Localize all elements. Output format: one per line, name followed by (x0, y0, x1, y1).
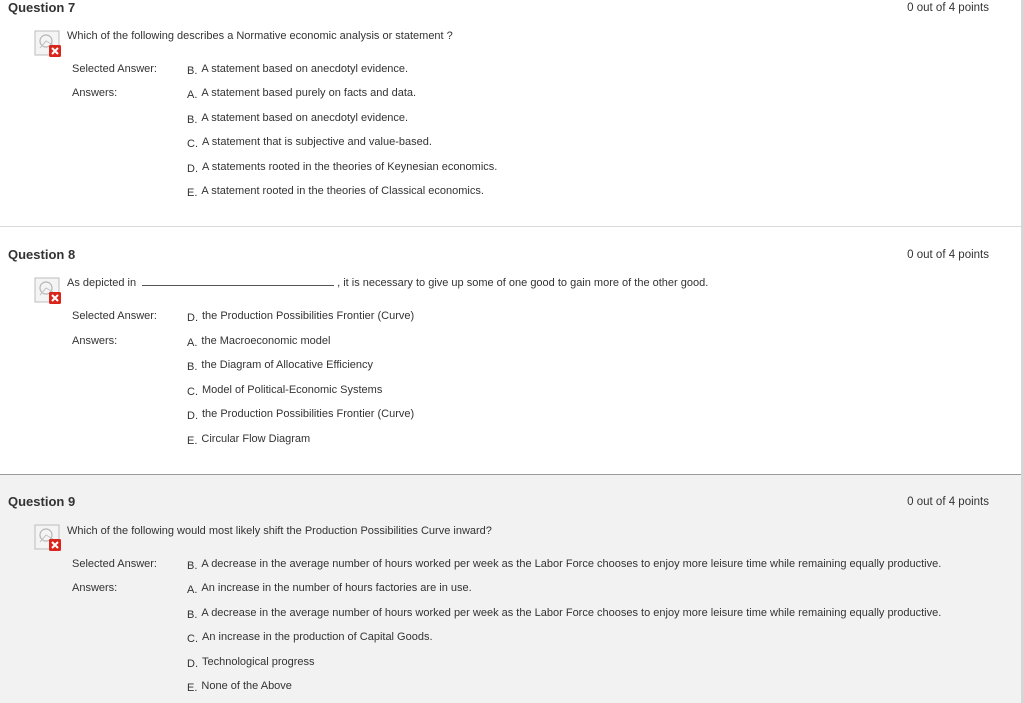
answer-letter: A. (187, 337, 198, 349)
answer-option (187, 112, 408, 124)
answer-text: Model of Political-Economic Systems (202, 384, 383, 396)
answer-letter: B. (187, 65, 198, 77)
answer-option (187, 161, 497, 173)
answer-text: Circular Flow Diagram (201, 433, 311, 445)
answer-text: None of the Above (201, 680, 292, 692)
answer-text: Technological progress (202, 656, 315, 668)
incorrect-answer-icon (34, 277, 64, 307)
question-text: Which of the following describes a Normative economic analysis or statement ? (67, 30, 453, 42)
selected-answer-label: Selected Answer: (72, 310, 157, 322)
answer-option (187, 656, 315, 668)
selected-answer-label: Selected Answer: (72, 63, 157, 75)
answer-text: A statement based on anecdotyl evidence. (201, 63, 409, 75)
answer-letter: C. (187, 386, 198, 398)
answer-letter: B. (187, 361, 198, 373)
answer-letter: A. (187, 89, 198, 101)
question-block-8 (0, 227, 1021, 475)
answer-text: the Production Possibilities Frontier (Curve) (202, 408, 415, 420)
answer-option (187, 87, 416, 99)
answer-option (187, 335, 330, 347)
question-text-after-blank: , it is necessary to give up some of one good to gain more of the other good. (337, 277, 709, 289)
question-title: Question 8 (8, 247, 76, 262)
question-block-9 (0, 475, 1021, 703)
question-block-7 (0, 0, 1021, 227)
answer-option (187, 582, 472, 594)
answer-text: the Macroeconomic model (201, 335, 331, 347)
question-points: 0 out of 4 points (907, 2, 989, 14)
question-points: 0 out of 4 points (907, 496, 989, 508)
selected-answer-label: Selected Answer: (72, 558, 157, 570)
answer-text: An increase in the production of Capital Goods. (202, 631, 433, 643)
answer-text: A statements rooted in the theories of Keynesian economics. (202, 161, 498, 173)
answer-letter: C. (187, 138, 198, 150)
answers-label: Answers: (72, 87, 118, 99)
fill-in-blank (142, 278, 334, 286)
answer-letter: D. (187, 658, 198, 670)
answer-letter: E. (187, 682, 198, 694)
answer-letter: D. (187, 312, 198, 324)
question-text (67, 277, 708, 289)
answer-letter: B. (187, 114, 198, 126)
answer-letter: B. (187, 560, 198, 572)
answer-letter: A. (187, 584, 198, 596)
answers-label: Answers: (72, 335, 118, 347)
answer-text: the Production Possibilities Frontier (Curve) (202, 310, 415, 322)
selected-answer (187, 558, 941, 570)
answer-letter: D. (187, 410, 198, 422)
incorrect-answer-icon (34, 30, 64, 60)
answer-text: A statement based purely on facts and data. (201, 87, 417, 99)
answer-text: A statement that is subjective and value-based. (202, 136, 432, 148)
question-text: Which of the following would most likely shift the Production Possibilities Curve inward? (67, 525, 492, 537)
answer-letter: D. (187, 163, 198, 175)
answer-option (187, 433, 310, 445)
answer-text: A statement rooted in the theories of Classical economics. (201, 185, 484, 197)
answer-option (187, 607, 941, 619)
answer-letter: E. (187, 187, 198, 199)
question-points: 0 out of 4 points (907, 249, 989, 261)
answer-letter: C. (187, 633, 198, 645)
answer-letter: E. (187, 435, 198, 447)
answer-text: A decrease in the average number of hours worked per week as the Labor Force chooses to enjoy more leisure time while remaining equally productive. (201, 558, 942, 570)
answer-option (187, 185, 484, 197)
answer-letter: B. (187, 609, 198, 621)
incorrect-answer-icon (34, 524, 64, 554)
question-title: Question 9 (8, 494, 76, 509)
answer-text: the Diagram of Allocative Efficiency (201, 359, 374, 371)
selected-answer (187, 310, 414, 322)
answer-option (187, 680, 292, 692)
answer-text: A statement based on anecdotyl evidence. (201, 112, 409, 124)
answer-option (187, 631, 433, 643)
question-title: Question 7 (8, 0, 76, 15)
answer-option (187, 384, 382, 396)
answer-option (187, 408, 414, 420)
answer-text: A decrease in the average number of hours worked per week as the Labor Force chooses to enjoy more leisure time while remaining equally productive. (201, 607, 942, 619)
question-text-before-blank: As depicted in (67, 277, 137, 289)
answers-label: Answers: (72, 582, 118, 594)
answer-option (187, 359, 373, 371)
answer-option (187, 136, 432, 148)
selected-answer (187, 63, 408, 75)
answer-text: An increase in the number of hours factories are in use. (201, 582, 472, 594)
